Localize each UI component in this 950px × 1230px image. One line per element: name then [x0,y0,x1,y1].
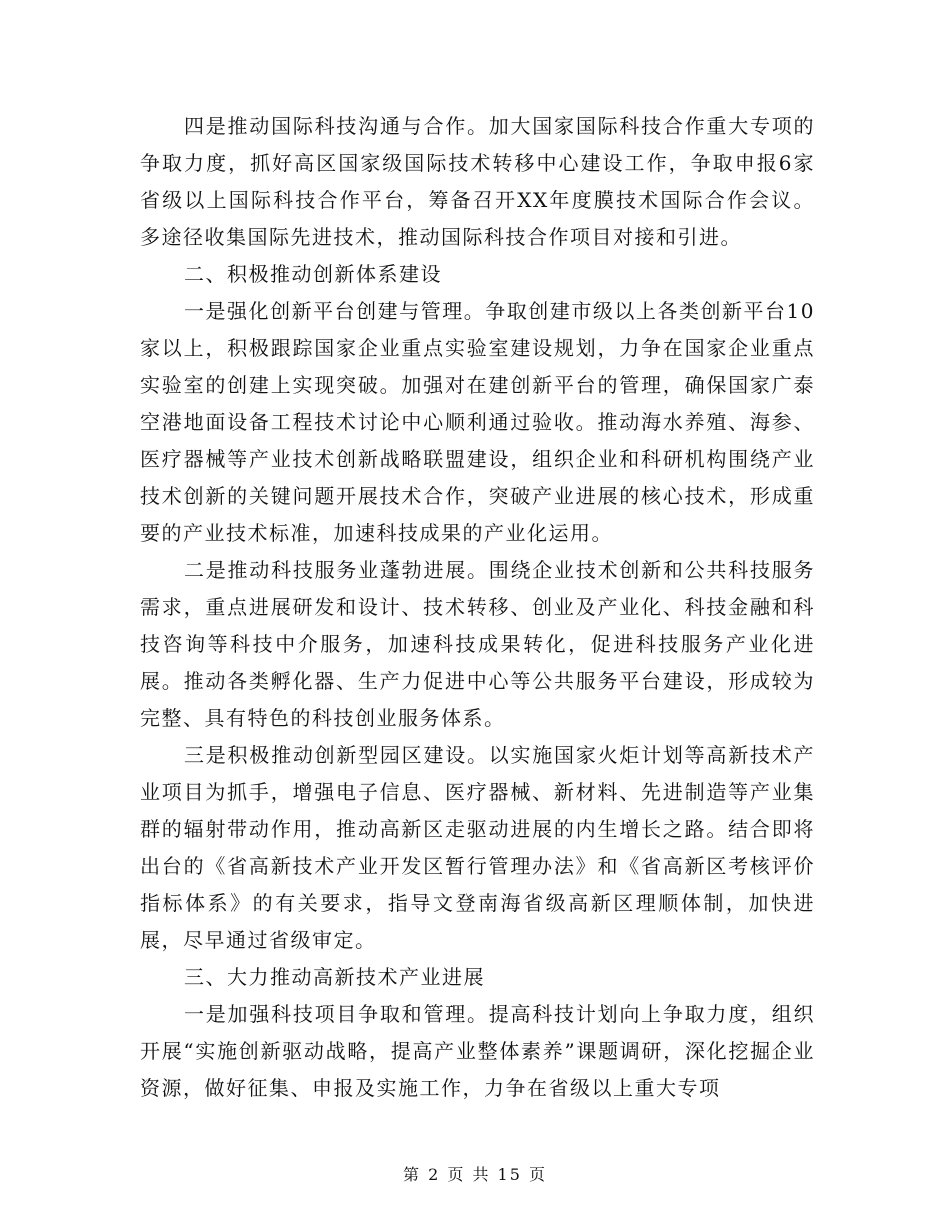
section-heading-high-tech-industry: 三、大力推动高新技术产业进展 [184,965,485,989]
paragraph-tech-services: 二是推动科技服务业蓬勃进展。围绕企业技术创新和公共科技服务需求，重点进展研发和设计、技术转移、创业及产业化、科技金融和科技咨询等科技中介服务，加速科技成果转化，促进科技服务产业化进展。推动各类孵化器、生产力促进中心等公共服务平台建设，形成较为完整、具有特色的科技创业服务体系。 [140,558,815,730]
section-heading-innovation-system: 二、积极推动创新体系建设 [184,262,442,286]
page-number-footer: 第 2 页 共 15 页 [403,1165,547,1184]
paragraph-project-management: 一是加强科技项目争取和管理。提高科技计划向上争取力度，组织开展“实施创新驱动战略，提高产业整体素养”课题调研，深化挖掘企业资源，做好征集、申报及实施工作，力争在省级以上重大专项 [140,1002,815,1100]
paragraph-international-cooperation: 四是推动国际科技沟通与合作。加大国家国际科技合作重大专项的争取力度，抓好高区国家级国际技术转移中心建设工作，争取申报6家省级以上国际科技合作平台，筹备召开XX年度膜技术国际合作会议。多途径收集国际先进技术，推动国际科技合作项目对接和引进。 [140,114,815,249]
paragraph-innovation-parks: 三是积极推动创新型园区建设。以实施国家火炬计划等高新技术产业项目为抓手，增强电子信息、医疗器械、新材料、先进制造等产业集群的辐射带动作用，推动高新区走驱动进展的内生增长之路。结合即将出台的《省高新技术产业开发区暂行管理办法》和《省高新区考核评价指标体系》的有关要求，指导文登南海省级高新区理顺体制，加快进展，尽早通过省级审定。 [140,743,815,952]
document-body [140,108,815,1107]
paragraph-innovation-platforms: 一是强化创新平台创建与管理。争取创建市级以上各类创新平台10家以上，积极跟踪国家企业重点实验室建设规划，力争在国家企业重点实验室的创建上实现突破。加强对在建创新平台的管理，确保国家广泰空港地面设备工程技术讨论中心顺利通过验收。推动海水养殖、海参、医疗器械等产业技术创新战略联盟建设，组织企业和科研机构围绕产业技术创新的关键问题开展技术合作，突破产业进展的核心技术，形成重要的产业技术标准，加速科技成果的产业化运用。 [140,299,815,545]
